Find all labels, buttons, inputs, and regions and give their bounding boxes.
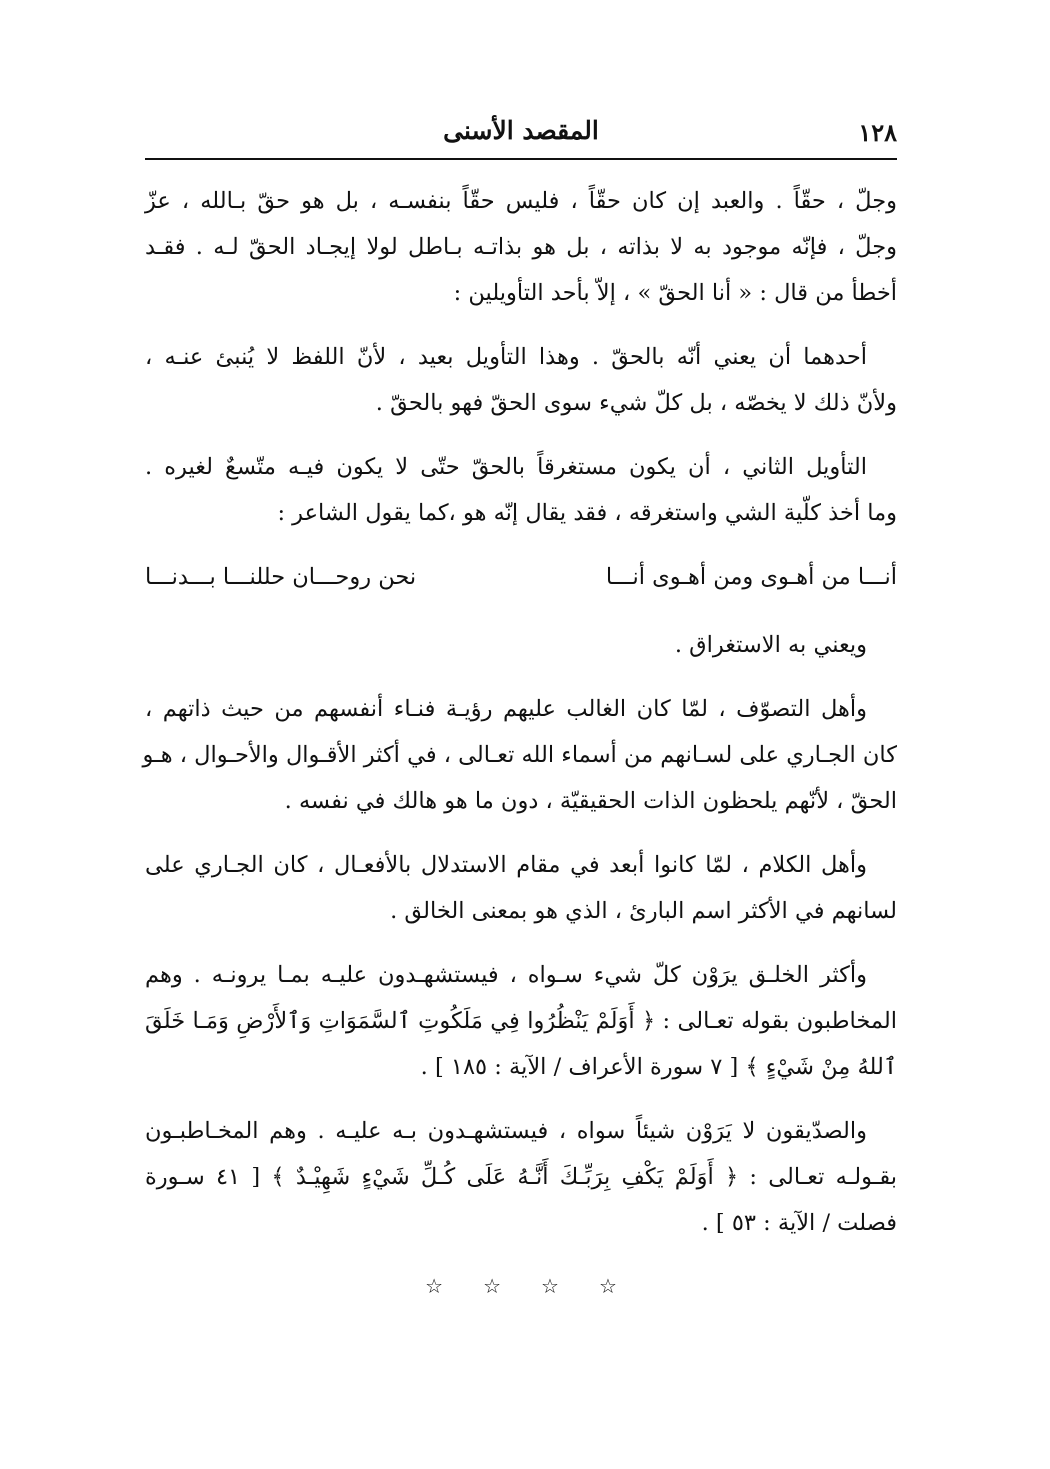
verse-first-hemistich: أنـــا من أهـوى ومن أهـوى أنـــا	[605, 564, 897, 590]
paragraph-line: أحدهما أن يعني أنّه بالحقّ . وهذا التأويل بعيد ، لأنّ اللفظ لا يُنبئ عنـه ،	[145, 344, 867, 370]
page-header	[145, 112, 897, 152]
paragraph-line: والصدّيقون لا يَرَوْن شيئاً سواه ، فيستشهـدون بـه عليـه . وهم المخـاطبـون	[145, 1118, 867, 1144]
section-divider-stars	[145, 1274, 897, 1298]
star-icon: ☆	[483, 1274, 501, 1298]
paragraph-line: وجلّ ، حقّاً . والعبد إن كان حقّاً ، فليس حقّاً بنفسـه ، بل هو حقّ بـالله ، عزّ	[145, 188, 897, 214]
paragraph-line: ويعني به الاستغراق .	[674, 632, 867, 658]
paragraph-7	[145, 952, 897, 1090]
paragraph-line: لسانهم في الأكثر اسم البارئ ، الذي هو بمعنى الخالق .	[390, 898, 897, 924]
paragraph-line: الحقّ ، لأنّهم يلحظون الذات الحقيقيّة ، دون ما هو هالك في نفسه .	[284, 788, 897, 814]
paragraph-line: وأهل التصوّف ، لمّا كان الغالب عليهم رؤيـة فنـاء أنفسهم من حيث ذاتهم ،	[145, 696, 867, 722]
paragraph-line: وأهل الكلام ، لمّا كانوا أبعد في مقام الاستدلال بالأفعـال ، كان الجـاري على	[145, 852, 867, 878]
paragraph-line: كان الجـاري على لسـانهم من أسماء الله تعـالى ، في أكثر الأقـوال والأحـوال ، هـو	[142, 742, 897, 768]
paragraph-line: ولأنّ ذلك لا يخصّه ، بل كلّ شيء سوى الحقّ فهو بالحقّ .	[375, 390, 897, 416]
page-number: ١٢٨	[858, 118, 897, 147]
paragraph-8	[145, 1108, 897, 1246]
star-icon: ☆	[541, 1274, 559, 1298]
star-icon: ☆	[425, 1274, 444, 1298]
paragraph-5	[142, 686, 897, 824]
poetry-verse	[145, 554, 897, 600]
paragraph-line: ٱللهُ مِنْ شَيْءٍ ﴾ [ ٧ سورة الأعراف / الآية : ١٨٥ ] .	[420, 1054, 897, 1080]
paragraph-line: فصلت / الآية : ٥٣ ] .	[701, 1210, 897, 1236]
verse-second-hemistich: نحن روحـــان حللنـــا بـــدنـــا	[145, 564, 417, 590]
paragraph-2	[145, 334, 897, 426]
paragraph-line: التأويل الثاني ، أن يكون مستغرقاً بالحقّ حتّى لا يكون فيـه متّسعٌ لغيره .	[145, 454, 867, 480]
paragraph-3	[145, 444, 897, 536]
running-title: المقصد الأسنى	[443, 116, 599, 145]
paragraph-line: أخطأ من قال : « أنا الحقّ » ، إلاّ بأحد التأويلين :	[453, 280, 897, 306]
paragraph-line: المخاطبون بقوله تعـالى : ﴿ أَوَلَمْ يَنْظُرُوا فِي مَلَكُوتِ ٱلسَّمَوَاتِ وَٱلأَرْضِ وَمَـا خَلَقَ	[145, 1008, 897, 1034]
paragraph-line: وجلّ ، فإنّه موجود به لا بذاته ، بل هو بذاتـه بـاطل لولا إيجـاد الحقّ لـه . فقـد	[145, 234, 897, 260]
paragraph-line: بقـولـه تعـالى : ﴿ أَوَلَمْ يَكْفِ بِرَبِّـكَ أَنَّـهُ عَلَى كُـلِّ شَيْءٍ شَهِيْـدٌ ﴾ [ ٤١ سـورة	[145, 1164, 897, 1190]
paragraph-4	[145, 622, 897, 668]
book-page	[142, 112, 897, 1298]
paragraph-1	[145, 178, 897, 316]
paragraph-line: وما أخذ كلّية الشي واستغرقه ، فقد يقال إنّه هو ،كما يقول الشاعر :	[277, 500, 897, 526]
star-icon: ☆	[598, 1274, 617, 1298]
paragraph-line: وأكثر الخلـق يرَوْن كلّ شيء سـواه ، فيستشهـدون عليـه بمـا يرونـه . وهم	[145, 962, 867, 988]
paragraph-6	[145, 842, 897, 934]
header-rule	[145, 158, 897, 160]
